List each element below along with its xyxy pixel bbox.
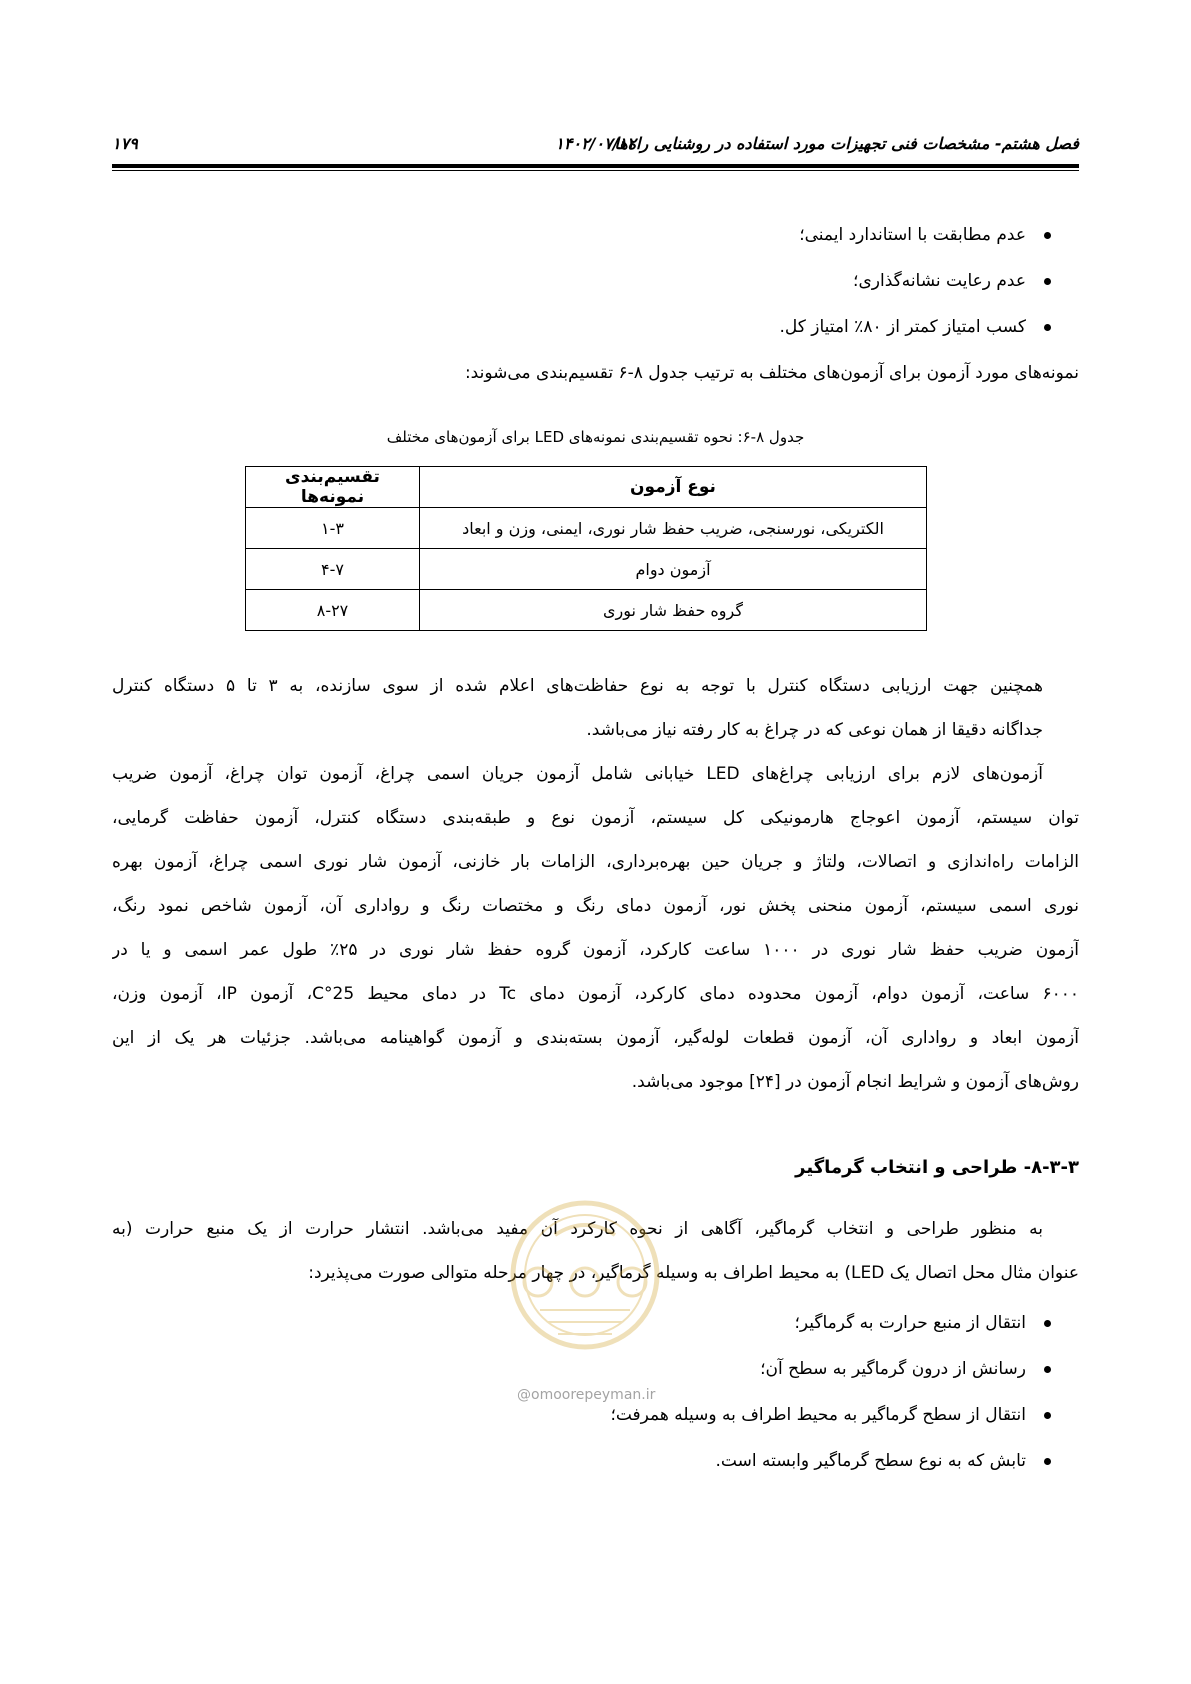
list-item: رسانش از درون گرماگیر به سطح آن؛ — [610, 1346, 1051, 1392]
bullet-list-top — [780, 212, 1051, 350]
intro-paragraph: نمونه‌های مورد آزمون برای آزمون‌های مختلف به ترتیب جدول ۸-۶ تقسیم‌بندی می‌شوند: — [464, 363, 1079, 383]
table-cell: الکتریکی، نورسنجی، ضریب حفظ شار نوری، ایمنی، وزن و ابعاد — [420, 508, 927, 549]
header-rule-thick — [112, 164, 1079, 168]
tests-paragraph: آزمون‌های لازم برای ارزیابی چراغ‌های LED خیابانی شامل آزمون جریان اسمی چراغ، آزمون توان چراغ، آزمون ضریب توان سیستم، آزمون اعوجاج هارمونیکی کل سیستم، آزمون نوع و طبقه‌بندی دستگاه کنترل، آزمون حفاظت گرمایی، الزامات راه‌اندازی و اتصالات، ولتاژ و جریان حین بهره‌برداری، الزامات بار خازنی، آزمون شار نوری اسمی چراغ، آزمون بهره نوری اسمی سیستم، آزمون منحنی پخش نور، آزمون دمای رنگ و مختصات رنگ و رواداری آن، آزمون شاخص نمود رنگ، آزمون ضریب حفظ شار نوری در ۱۰۰۰ ساعت کارکرد، آزمون گروه حفظ شار نوری در ۲۵٪ طول عمر اسمی و یا در ۶۰۰۰ ساعت، آزمون دوام، آزمون محدوده دمای کارکرد، آزمون دمای Tc در دمای محیط 25°C، آزمون IP، آزمون وزن، آزمون ابعاد و رواداری آن، آزمون قطعات لوله‌گیر، آزمون بسته‌بندی و آزمون گواهینامه می‌باشد. جزئیات هر یک از این روش‌های آزمون و شرایط انجام آزمون در [۲۴] موجود می‌باشد. — [112, 764, 1079, 1092]
bullet-icon — [1044, 278, 1051, 285]
table-cell: ۸-۲۷ — [246, 590, 420, 631]
list-item: انتقال از سطح گرماگیر به محیط اطراف به وسیله همرفت؛ — [610, 1392, 1051, 1438]
watermark-logo-icon — [500, 1190, 670, 1370]
bullet-icon — [1044, 324, 1051, 331]
section-heading: ۸-۳-۳- طراحی و انتخاب گرماگیر — [795, 1157, 1079, 1178]
heatsink-paragraph: به منظور طراحی و انتخاب گرماگیر، آگاهی از نحوه کارکرد آن مفید می‌باشد. انتشار حرارت از یک منبع حرارت (به عنوان مثال محل اتصال یک LED) به محیط اطراف به وسیله گرماگیر، در چهار مرحله متوالی صورت می‌پذیرد: — [112, 1219, 1079, 1283]
table-cell: ۴-۷ — [246, 549, 420, 590]
list-item: تابش که به نوع سطح گرماگیر وابسته است. — [610, 1438, 1051, 1484]
page-header — [112, 128, 1079, 158]
list-item: کسب امتیاز کمتر از ۸۰٪ امتیاز کل. — [780, 304, 1051, 350]
column-header-test-type: نوع آزمون — [420, 467, 927, 508]
table-cell: گروه حفظ شار نوری — [420, 590, 927, 631]
table-row — [246, 590, 927, 631]
column-header-sample-division: تقسیم‌بندی نمونه‌ها — [246, 467, 420, 508]
bullet-icon — [1044, 1458, 1051, 1465]
table-header-row — [246, 467, 927, 508]
control-paragraph: همچنین جهت ارزیابی دستگاه کنترل با توجه به نوع حفاظت‌های اعلام شده از سوی سازنده، به ۳ تا ۵ دستگاه کنترل جداگانه دقیقا از همان نوعی که در چراغ به کار رفته نیاز می‌باشد. — [112, 676, 1044, 740]
table-row — [246, 508, 927, 549]
table-row — [246, 549, 927, 590]
list-item: انتقال از منبع حرارت به گرماگیر؛ — [610, 1300, 1051, 1346]
header-date: ۱۴۰۲/۰۷/۱۲ — [555, 133, 636, 153]
table-cell: ۱-۳ — [246, 508, 420, 549]
bullet-icon — [1044, 1412, 1051, 1419]
table-cell: آزمون دوام — [420, 549, 927, 590]
bullet-icon — [1044, 1366, 1051, 1373]
list-item: عدم مطابقت با استاندارد ایمنی؛ — [780, 212, 1051, 258]
watermark-text: @omoorepeyman.ir — [517, 1387, 656, 1403]
bullet-icon — [1044, 1320, 1051, 1327]
header-rule-thin — [112, 170, 1079, 171]
bullet-list-bottom — [610, 1300, 1051, 1484]
list-item: عدم رعایت نشانه‌گذاری؛ — [780, 258, 1051, 304]
test-division-table — [245, 466, 927, 631]
chapter-title: فصل هشتم- مشخصات فنی تجهیزات مورد استفاده در روشنایی راه‌ها — [614, 133, 1079, 153]
bullet-icon — [1044, 232, 1051, 239]
table-caption: جدول ۸-۶: نحوه تقسیم‌بندی نمونه‌های LED برای آزمون‌های مختلف — [386, 428, 805, 446]
page-number: ۱۷۹ — [112, 133, 138, 153]
